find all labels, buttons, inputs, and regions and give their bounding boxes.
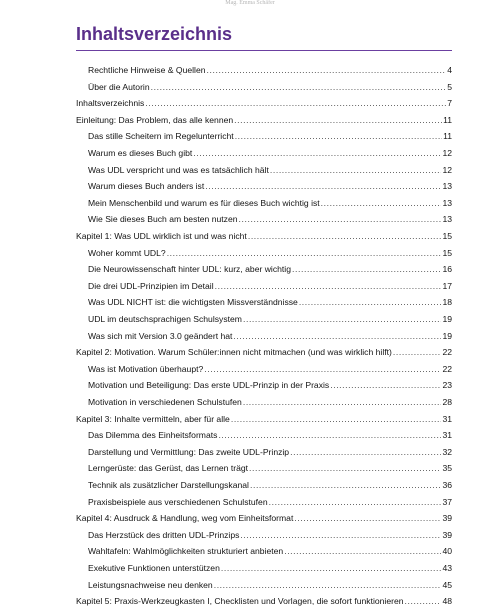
toc-page-number: 5 — [447, 81, 452, 92]
title-underline — [76, 50, 452, 51]
toc-entry-title: Darstellung und Vermittlung: Das zweite UDL-Prinzip — [88, 446, 290, 457]
toc-dot-leader — [321, 196, 442, 210]
toc-page-number: 37 — [442, 496, 452, 507]
toc-entry-title: Kapitel 4: Ausdruck & Handlung, weg vom Einheitsformat — [76, 513, 294, 524]
toc-entry[interactable] — [88, 495, 452, 509]
toc-page-number: 12 — [442, 148, 452, 158]
toc-entry[interactable] — [88, 312, 452, 326]
toc-entry-title: Was sich mit Version 3.0 geändert hat — [88, 330, 233, 341]
toc-entry[interactable] — [76, 96, 452, 110]
toc-page-number: 11 — [443, 131, 452, 142]
toc-page-number: 35 — [442, 463, 452, 474]
toc-dot-leader — [218, 428, 441, 442]
toc-page-number: 19 — [442, 330, 452, 341]
toc-entry[interactable] — [88, 428, 452, 442]
toc-entry-title: Kapitel 2: Motivation. Warum Schüler:innen nicht mitmachen (und was wirklich hilft) — [76, 347, 392, 358]
page-title: Inhaltsverzeichnis — [76, 24, 233, 44]
toc-dot-leader — [270, 163, 442, 177]
toc-dot-leader — [240, 528, 441, 542]
toc-entry-title: Praxisbeispiele aus verschiedenen Schulstufen — [88, 496, 268, 507]
toc-page-number: 17 — [442, 280, 452, 291]
toc-dot-leader — [233, 329, 441, 343]
toc-page-number: 22 — [442, 363, 452, 374]
toc-dot-leader — [204, 362, 441, 376]
toc-entry-title: Was UDL verspricht und was es tatsächlich hält — [88, 164, 269, 175]
toc-entry[interactable] — [88, 329, 452, 343]
toc-entry-title: Das Dilemma des Einheitsformats — [88, 430, 218, 441]
toc-page-number: 15 — [442, 231, 452, 241]
toc-page-number: 19 — [442, 314, 452, 324]
toc-entry-title: Mein Menschenbild und warum es für dieses Buch wichtig ist — [88, 197, 320, 208]
toc-entry[interactable] — [88, 196, 452, 210]
toc-dot-leader — [269, 495, 442, 509]
toc-entry-title: Lerngerüste: das Gerüst, das Lernen trägt — [88, 463, 249, 474]
toc-page-number: 48 — [442, 596, 452, 607]
toc-entry-title: Kapitel 1: Was UDL wirklich ist und was nicht — [76, 231, 247, 241]
toc-entry[interactable] — [88, 544, 452, 558]
toc-entry-title: Rechtliche Hinweise & Quellen — [88, 65, 206, 75]
toc-page-number: 23 — [442, 380, 452, 391]
toc-entry[interactable] — [88, 279, 452, 293]
toc-entry-title: Die Neurowissenschaft hinter UDL: kurz, aber wichtig — [88, 264, 291, 275]
toc-entry[interactable] — [88, 129, 452, 143]
toc-entry-title: Kapitel 5: Praxis-Werkzeugkasten I, Checklisten und Vorlagen, die sofort funktionieren — [76, 596, 404, 607]
toc-dot-leader — [248, 229, 442, 243]
toc-page-number: 28 — [442, 397, 452, 407]
toc-entry-title: Kapitel 3: Inhalte vermitteln, aber für alle — [76, 413, 230, 424]
toc-entry[interactable] — [88, 378, 452, 392]
toc-entry-title: Motivation und Beteiligung: Das erste UDL-Prinzip in der Praxis — [88, 380, 330, 391]
toc-page-number: 15 — [442, 247, 452, 258]
toc-entry[interactable] — [76, 412, 452, 426]
toc-dot-leader — [145, 96, 446, 110]
toc-page-number: 13 — [442, 181, 452, 192]
toc-entry[interactable] — [88, 461, 452, 475]
toc-dot-leader — [243, 312, 441, 326]
toc-page-number: 13 — [442, 214, 452, 225]
toc-page-number: 39 — [442, 513, 452, 524]
toc-entry[interactable] — [88, 478, 452, 492]
toc-entry[interactable] — [88, 295, 452, 309]
toc-entry[interactable] — [88, 262, 452, 276]
toc-entry-title: Was UDL NICHT ist: die wichtigsten Missverständnisse — [88, 297, 298, 308]
toc-entry-title: Leistungsnachweise neu denken — [88, 579, 213, 590]
toc-page-number: 45 — [442, 579, 452, 590]
toc-entry-title: Das stille Scheitern im Regelunterricht — [88, 131, 234, 142]
toc-page-number: 36 — [442, 480, 452, 490]
toc-entry[interactable] — [88, 212, 452, 226]
toc-page-number: 32 — [442, 446, 452, 457]
toc-entry-title: Technik als zusätzlicher Darstellungskanal — [88, 480, 249, 490]
toc-page-number: 13 — [442, 197, 452, 208]
toc-entry-title: Warum dieses Buch anders ist — [88, 181, 205, 192]
toc-entry-title: Einleitung: Das Problem, das alle kennen — [76, 114, 234, 125]
toc-entry-title: Das Herzstück des dritten UDL-Prinzips — [88, 529, 240, 540]
toc-entry-title: Wie Sie dieses Buch am besten nutzen — [88, 214, 238, 225]
toc-page-number: 7 — [447, 98, 452, 109]
toc-dot-leader — [393, 345, 442, 359]
toc-page-number: 22 — [442, 347, 452, 358]
toc-entry-title: Warum es dieses Buch gibt — [88, 148, 193, 158]
toc-entry[interactable] — [88, 179, 452, 193]
toc-entry[interactable] — [88, 362, 452, 376]
toc-dot-leader — [292, 262, 441, 276]
toc-dot-leader — [234, 113, 442, 127]
toc-dot-leader — [207, 63, 447, 77]
toc-entry[interactable] — [88, 445, 452, 459]
toc-dot-leader — [290, 445, 441, 459]
toc-dot-leader — [249, 461, 441, 475]
running-head: Mag. Emma Schäfer — [225, 0, 275, 6]
toc-entry[interactable] — [76, 594, 452, 608]
toc-entry-title: Was ist Motivation überhaupt? — [88, 363, 204, 374]
toc-dot-leader — [330, 378, 441, 392]
toc-entry-title: Motivation in verschiedenen Schulstufen — [88, 397, 242, 407]
toc-entry[interactable] — [88, 395, 452, 409]
toc-page-number: 40 — [442, 546, 452, 557]
toc-entry[interactable] — [88, 578, 452, 592]
toc-entry[interactable] — [88, 63, 452, 77]
toc-dot-leader — [231, 412, 442, 426]
toc-dot-leader — [239, 212, 442, 226]
toc-page-number: 18 — [442, 297, 452, 308]
toc-entry[interactable] — [88, 246, 452, 260]
toc-dot-leader — [284, 544, 441, 558]
toc-page-number: 12 — [442, 164, 452, 175]
toc-page-number: 31 — [442, 413, 452, 424]
toc-dot-leader — [215, 279, 442, 293]
toc-page-number: 11 — [443, 114, 452, 125]
toc-dot-leader — [167, 246, 442, 260]
toc-page-number: 31 — [442, 430, 452, 441]
toc-entry[interactable] — [88, 163, 452, 177]
toc-page-number: 43 — [442, 563, 452, 573]
toc-dot-leader — [151, 80, 447, 94]
toc-page-number: 39 — [442, 529, 452, 540]
toc-dot-leader — [250, 478, 441, 492]
toc-dot-leader — [205, 179, 441, 193]
toc-entry[interactable] — [76, 511, 452, 525]
toc-dot-leader — [243, 395, 442, 409]
toc-dot-leader — [235, 129, 442, 143]
toc-entry-title: Die drei UDL-Prinzipien im Detail — [88, 280, 214, 291]
toc-entry[interactable] — [76, 229, 452, 243]
toc-entry-title: Exekutive Funktionen unterstützen — [88, 563, 220, 573]
toc-entry[interactable] — [76, 345, 452, 359]
toc-page-number: 4 — [447, 65, 452, 75]
toc-page-number: 16 — [442, 264, 452, 275]
toc-entry[interactable] — [88, 561, 452, 575]
toc-entry-title: Über die Autorin — [88, 81, 150, 92]
toc-entry-title: Woher kommt UDL? — [88, 247, 166, 258]
toc-dot-leader — [193, 146, 441, 160]
toc-entry[interactable] — [76, 113, 452, 127]
toc-entry-title: UDL im deutschsprachigen Schulsystem — [88, 314, 242, 324]
toc-dot-leader — [294, 511, 441, 525]
toc-entry[interactable] — [88, 80, 452, 94]
toc-entry[interactable] — [88, 146, 452, 160]
toc-dot-leader — [221, 561, 442, 575]
toc-dot-leader — [299, 295, 442, 309]
toc-dot-leader — [214, 578, 442, 592]
toc-entry[interactable] — [88, 528, 452, 542]
toc-entry-title: Inhaltsverzeichnis — [76, 98, 145, 109]
toc-entry-title: Wahltafeln: Wahlmöglichkeiten strukturiert anbieten — [88, 546, 284, 557]
toc-dot-leader — [405, 594, 442, 608]
